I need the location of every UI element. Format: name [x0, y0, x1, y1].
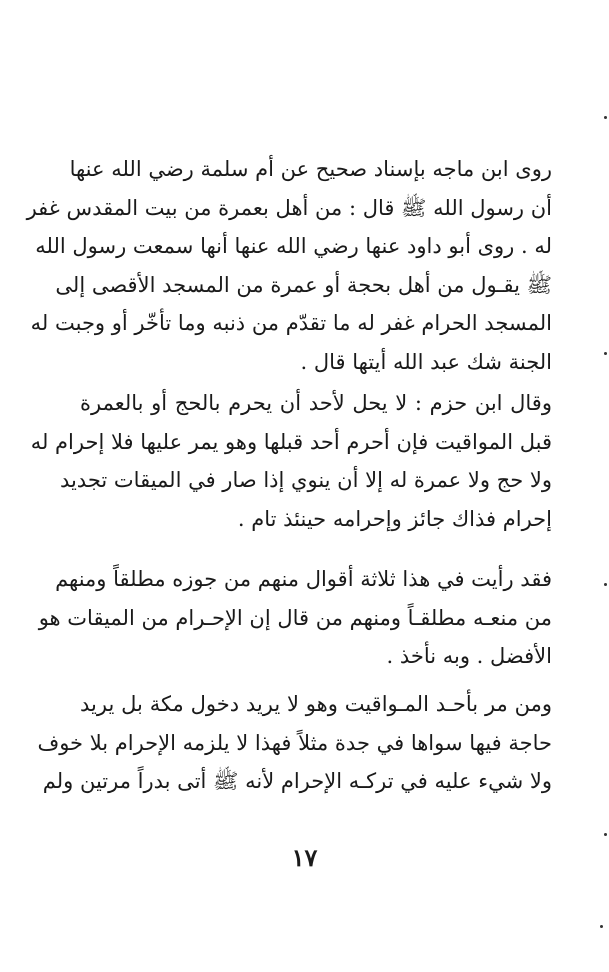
text-line: أن رسول الله ﷺ قال : من أهل بعمرة من بيت المقدس غفر: [26, 195, 552, 220]
page-number: ١٧: [291, 843, 318, 872]
text-line: من منعـه مطلقـاً ومنهم من قال إن الإحـرام من الميقات هو: [38, 605, 552, 630]
scan-edge-mark: [604, 583, 607, 586]
text-line: المسجد الحرام غفر له ما تقدّم من ذنبه وما تأخّر أو وجبت له: [30, 311, 552, 335]
text-line: فقد رأيت في هذا ثلاثة أقوال منهم من جوزه مطلقاً ومنهم: [55, 567, 552, 591]
paragraph-3: [38, 560, 552, 676]
text-line: ﷺ يقـول من أهل بحجة أو عمرة من المسجد الأقصى إلى: [55, 272, 552, 297]
text-line: إحرام فذاك جائز وإحرامه حينئذ تام .: [237, 506, 552, 531]
scan-edge-mark: [604, 833, 607, 836]
text-line: ومن مر بأحـد المـواقيت وهو لا يريد دخول مكة بل يريد: [80, 692, 552, 716]
text-line: حاجة فيها سواها في جدة مثلاً فهذا لا يلزمه الإحرام بلا خوف: [37, 730, 552, 755]
text-line: له . روى أبو داود عنها رضي الله عنها أنها سمعت رسول الله: [35, 234, 552, 258]
text-line: روى ابن ماجه بإسناد صحيح عن أم سلمة رضي الله عنها: [69, 157, 552, 181]
scan-edge-mark: [604, 352, 607, 355]
text-line: ولا شيء عليه في تركـه الإحرام لأنه ﷺ أتى بدراً مرتين ولم: [42, 769, 552, 793]
text-line: الجنة شك عبد الله أيتها قال .: [300, 349, 552, 374]
paragraph-1: [26, 150, 552, 381]
text-line: قبل المواقيت فإن أحرم أحد قبلها وهو يمر عليها فلا إحرام له: [30, 429, 552, 454]
scan-edge-mark: [604, 116, 607, 119]
text-line: وقال ابن حزم : لا يحل لأحد أن يحرم بالحج أو بالعمرة: [80, 391, 552, 415]
paragraph-4: [37, 685, 552, 801]
scan-edge-mark: [600, 925, 603, 928]
paragraph-2: [30, 384, 552, 538]
text-line: الأفضل . وبه نأخذ .: [386, 644, 552, 668]
text-line: ولا حج ولا عمرة له إلا أن ينوي إذا صار في الميقات تجديد: [59, 468, 552, 492]
